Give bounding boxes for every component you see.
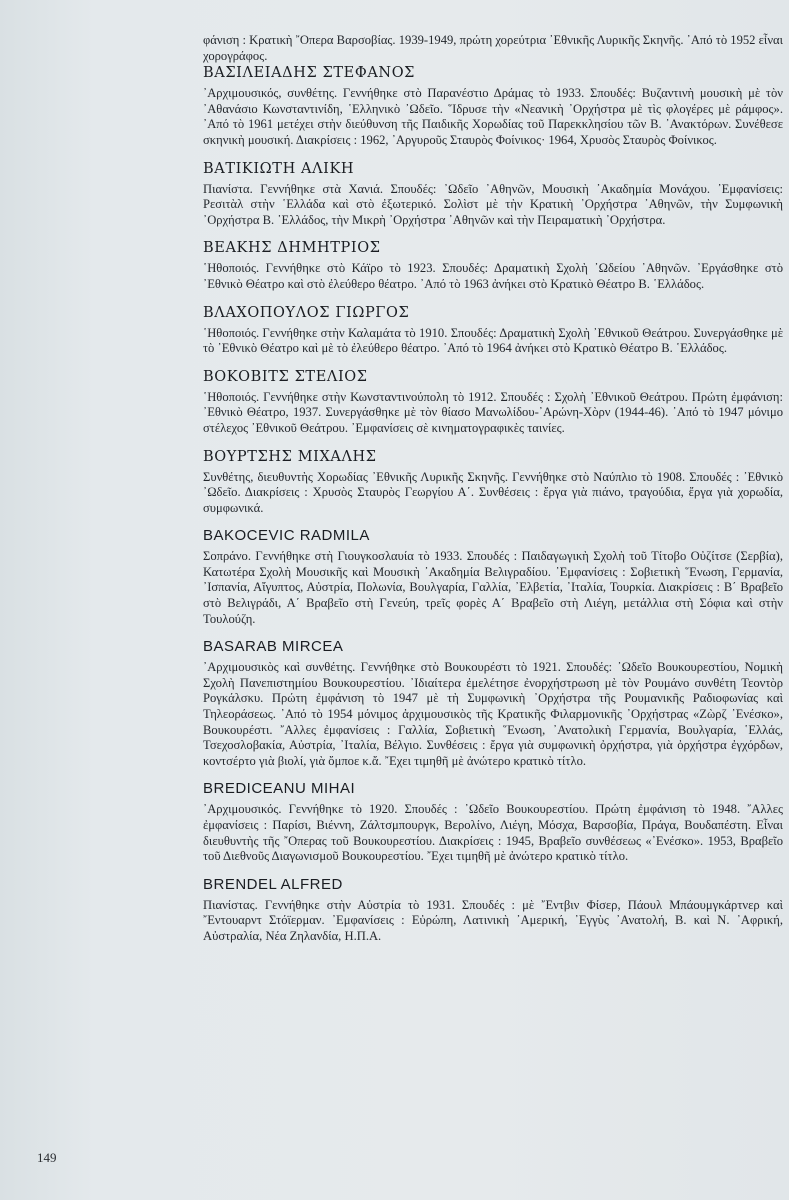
entry-text: Συνθέτης, διευθυντὴς Χορωδίας ᾿Εθνικῆς Λυρικῆς Σκηνῆς. Γεννήθηκε στὸ Ναύπλιο τὸ 1908. Σπουδές : ᾿Εθνικὸ ᾿Ωδεῖο. Διακρίσεις : Χρυσὸς Σταυρὸς Γεωργίου Α΄. Συνθέσεις : ἔργα γιὰ πιάνο, τραγούδια, ἔργα γιὰ χορωδία, συμφωνικά. (203, 469, 783, 515)
entry (203, 638, 783, 769)
entry (203, 304, 783, 357)
entry-name: ΒΛΑΧΟΠΟΥΛΟΣ ΓΙΩΡΓΟΣ (203, 304, 410, 321)
entry (203, 527, 783, 627)
entry-text: Πιανίστα. Γεννήθηκε στὰ Χανιά. Σπουδές: ᾿Ωδεῖο ᾿Αθηνῶν, Μουσικὴ ᾿Ακαδημία Μονάχου. ᾿Εμφανίσεις: Ρεσιτὰλ στὴν ῾Ελλάδα καὶ στὸ ἐξωτερικό. Σολὶστ μὲ τὴν Κρατικὴ ᾿Ορχήστρα ᾿Αθηνῶν, τὴν Συμφωνικὴ ᾿Ορχήστρα Β. ῾Ελλάδος, τὴν Μικρὴ ᾿Ορχήστρα ᾿Αθηνῶν καὶ τὴν Πειραματικὴ ᾿Ορχήστρα. (203, 181, 783, 227)
entry-text: ῾Ηθοποιός. Γεννήθηκε στὴν Κωνσταντινούπολη τὸ 1912. Σπουδές : Σχολὴ ᾿Εθνικοῦ Θεάτρου. Πρώτη ἐμφάνιση: ᾿Εθνικὸ Θέατρο, 1937. Συνεργάσθηκε μὲ τὸν θίασο Μανωλίδου-᾿Αρώνη-Χὸρν (1944-46). ᾿Από τὸ 1947 μόνιμο στέλεχος ᾿Εθνικοῦ Θεάτρου. ᾿Εμφανίσεις σὲ κινηματογραφικὲς ταινίες. (203, 389, 783, 435)
entry-name: BREDICEANU MIHAI (203, 780, 356, 798)
entry (203, 448, 783, 517)
entry-text: ᾿Αρχιμουσικὸς καὶ συνθέτης. Γεννήθηκε στὸ Βουκουρέστι τὸ 1921. Σπουδές: ᾿Ωδεῖο Βουκουρεστίου, Νομικὴ Σχολὴ Πανεπιστημίου Βουκουρεστίου. ᾿Ιδιαίτερα ἐμελέτησε ἐνορχήστρωση μὲ τὸν Ρουμάνο συνθέτη Τεοντὸρ Ρογκάλσκυ. Πρώτη ἐμφάνιση τὸ 1947 μὲ τὴ Συμφωνικὴ ᾿Ορχήστρα τῆς Ρουμανικῆς Ραδιοφωνίας καὶ Τηλεοράσεως. ᾿Από τὸ 1954 μόνιμος ἀρχιμουσικὸς τῆς Κρατικῆς Φιλαρμονικῆς ᾿Ορχήστρας «Ζὼρζ ᾿Ενέσκο», Βουκουρέστι. ῎Αλλες ἐμφανίσεις : Γαλλία, Σοβιετικὴ ῞Ενωση, ᾿Ανατολικὴ Γερμανία, Βουλγαρία, ῾Ελλάς, Τσεχοσλοβακία, Αὐστρία, ᾿Ιταλία, Βέλγιο. Συνθέσεις : ἔργα γιὰ συμφωνικὴ ὀρχήστρα, γιὰ ὀρχήστρα ἐγχόρδων, κοντσέρτο γιὰ βιολί, γιὰ ὄμποε κ.ἄ. ῎Εχει τιμηθῆ μὲ ἀνώτερο κρατικὸ τίτλο. (203, 660, 783, 768)
entry-name: BAKOCEVIC RADMILA (203, 527, 370, 545)
entry (203, 239, 783, 292)
entry (203, 876, 783, 945)
entry-name: ΒΕΑΚΗΣ ΔΗΜΗΤΡΙΟΣ (203, 240, 381, 257)
entry-text: ῾Ηθοποιός. Γεννήθηκε στὴν Καλαμάτα τὸ 1910. Σπουδές: Δραματικὴ Σχολὴ ᾿Εθνικοῦ Θεάτρου. Συνεργάσθηκε μὲ τὸ ᾿Εθνικὸ Θέατρο καὶ μὲ τὸ ἐλεύθερο θέατρο. ᾿Από τὸ 1964 ἀνήκει στὸ Κρατικὸ Θέατρο Β. ῾Ελλάδος. (203, 325, 783, 356)
entry-name: BRENDEL ALFRED (203, 875, 343, 893)
entry-name: ΒΟΚΟΒΙΤΣ ΣΤΕΛΙΟΣ (203, 368, 368, 385)
entry-text: Πιανίστας. Γεννήθηκε στὴν Αὐστρία τὸ 1931. Σπουδές : μὲ ῎Εντβιν Φίσερ, Πάουλ Μπάουμγκάρτνερ καὶ ῎Εντουαρντ Στόϊερμαν. ᾿Εμφανίσεις : Εὐρώπη, Λατινικὴ ᾿Αμερική, ᾿Εγγὺς ᾿Ανατολή, Β. καὶ Ν. ᾿Αφρική, Αὐστραλία, Νέα Ζηλανδία, Η.Π.Α. (203, 897, 783, 943)
text-column (203, 33, 783, 956)
entries-list (203, 64, 783, 944)
entry-text: Σοπράνο. Γεννήθηκε στὴ Γιουγκοσλαυία τὸ 1933. Σπουδές : Παιδαγωγικὴ Σχολὴ τοῦ Τίτοβο Οὐζίτσε (Σερβία), Κατωτέρα Σχολὴ Μουσικῆς καὶ Μουσικὴ ᾿Ακαδημία Βελιγραδίου. ᾿Εμφανίσεις : Σοβιετικὴ ῞Ενωση, Γερμανία, ᾿Ισπανία, Αἴγυπτος, Αὐστρία, Πολωνία, Βουλγαρία, Γαλλία, ᾿Ελβετία, ᾿Ιταλία, Τουρκία. Διακρίσεις : Β΄ Βραβεῖο στὸ Βελιγράδι, Α΄ Βραβεῖο στὴ Γενεύη, τρεῖς φορὲς Α΄ Βραβεῖο στὴ Λιέγη, μετάλλια στὴ Σόφια καὶ στὴν Τουλούζη. (203, 549, 783, 626)
entry-name: ΒΑΣΙΛΕΙΑΔΗΣ ΣΤΕΦΑΝΟΣ (203, 65, 416, 82)
entry-text: ᾿Αρχιμουσικός. Γεννήθηκε τὸ 1920. Σπουδές : ᾿Ωδεῖο Βουκουρεστίου. Πρώτη ἐμφάνιση τὸ 1948. ῎Αλλες ἐμφανίσεις : Παρίσι, Βιέννη, Ζάλτσμπουργκ, Βερολίνο, Λιέγη, Μόσχα, Βαρσοβία, Πράγα, Βουδαπέστη. Εἶναι διευθυντὴς τῆς ῎Οπερας τοῦ Βουκουρεστίου. Διακρίσεις : 1945, Βραβεῖο συνθέσεως «᾿Ενέσκο». 1953, Βραβεῖο τοῦ Διεθνοῦς Διαγωνισμοῦ Βουκουρεστίου. ῎Εχει τιμηθῆ μὲ ἀνώτερο κρατικὸ τίτλο. (203, 802, 783, 864)
entry (203, 780, 783, 864)
page-number: 149 (37, 1150, 57, 1165)
entry-name: ΒΟΥΡΤΣΗΣ ΜΙΧΑΛΗΣ (203, 448, 377, 465)
entry (203, 368, 783, 437)
entry (203, 64, 783, 148)
entry-name: BASARAB MIRCEA (203, 638, 344, 656)
entry (203, 160, 783, 229)
entry-text: ῾Ηθοποιός. Γεννήθηκε στὸ Κάϊρο τὸ 1923. Σπουδές: Δραματικὴ Σχολὴ ᾿Ωδείου ᾿Αθηνῶν. ᾿Εργάσθηκε στὸ ᾿Εθνικὸ Θέατρο καὶ στὸ ἐλεύθερο θέατρο. ᾿Από τὸ 1963 ἀνήκει στὸ Κρατικὸ Θέατρο Β. ῾Ελλάδος. (203, 261, 783, 291)
entry-name: ΒΑΤΙΚΙΩΤΗ ΑΛΙΚΗ (203, 160, 355, 177)
intro-paragraph: φάνιση : Κρατικὴ ῎Οπερα Βαρσοβίας. 1939-1949, πρώτη χορεύτρια ᾿Εθνικῆς Λυρικῆς Σκηνῆς. ᾿Από τὸ 1952 εἶναι χορογράφος. (203, 33, 783, 63)
entry-text: ᾿Αρχιμουσικός, συνθέτης. Γεννήθηκε στὸ Παρανέστιο Δράμας τὸ 1933. Σπουδές: Βυζαντινὴ μουσικὴ μὲ τὸν ᾿Αθανάσιο Κωνσταντινίδη, ῾Ελληνικὸ ᾿Ωδεῖο. ῞Ιδρυσε τὴν «Νεανικὴ ᾿Ορχήστρα μὲ τὶς φλογέρες μὲ ράμφος». ᾿Από τὸ 1961 μετέχει στὴν διεύθυνση τῆς Παιδικῆς Χορωδίας τοῦ Παρεκκλησίου τῶν Β. ᾿Ανακτόρων. Συνέθεσε σκηνικὴ μουσική. Διακρίσεις : 1962, ᾿Αργυροῦς Σταυρὸς Φοίνικος· 1964, Χρυσὸς Σταυρὸς Φοίνικος. (203, 86, 783, 147)
